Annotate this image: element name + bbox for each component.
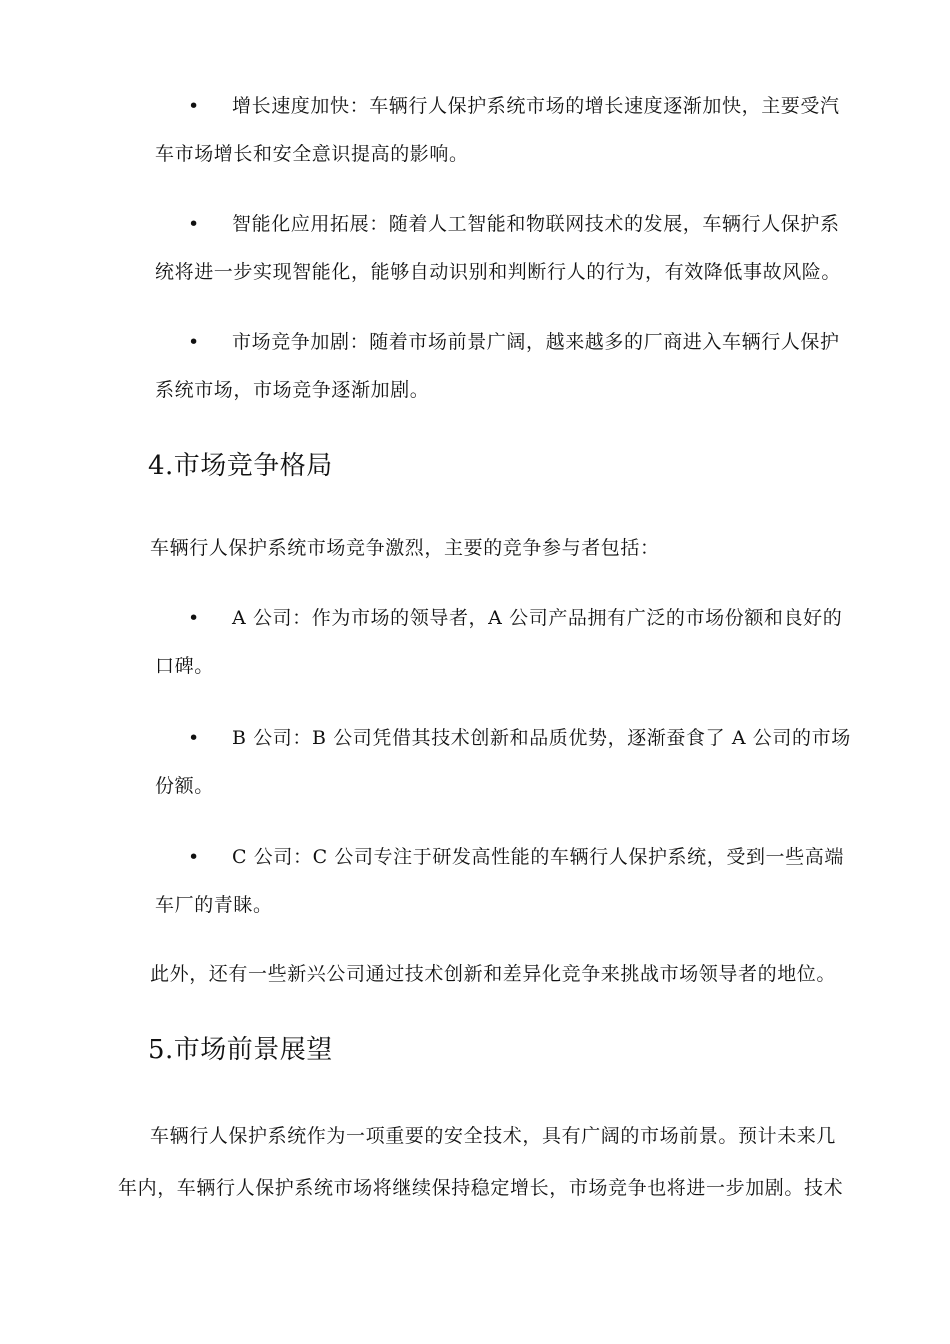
bullet-dot: • xyxy=(188,607,200,629)
bullet-dot: • xyxy=(188,846,200,868)
list-item xyxy=(150,594,843,690)
section-closing: 此外，还有一些新兴公司通过技术创新和差异化竞争来挑战市场领导者的地位。 xyxy=(150,963,837,985)
section-heading: 4.市场竞争格局 xyxy=(148,451,333,481)
section-heading: 5.市场前景展望 xyxy=(148,1035,333,1065)
list-item xyxy=(150,318,840,414)
bullet-dot: • xyxy=(188,213,200,235)
section-paragraph xyxy=(118,1110,844,1214)
list-item-text-line2: 车厂的青睐。 xyxy=(155,894,273,916)
list-item-text-line1: 市场竞争加剧：随着市场前景广阔，越来越多的厂商进入车辆行人保护 xyxy=(232,331,840,353)
list-item-text-line2: 份额。 xyxy=(155,775,214,797)
list-item-text-line2: 系统市场，市场竞争逐渐加剧。 xyxy=(155,379,430,401)
section-intro: 车辆行人保护系统市场竞争激烈，主要的竞争参与者包括： xyxy=(150,537,660,559)
list-item xyxy=(150,82,840,178)
list-item-text-line2: 统将进一步实现智能化，能够自动识别和判断行人的行为，有效降低事故风险。 xyxy=(155,261,842,283)
list-item-text-line1: 增长速度加快：车辆行人保护系统市场的增长速度逐渐加快，主要受汽 xyxy=(232,95,840,117)
paragraph-line: 车辆行人保护系统作为一项重要的安全技术，具有广阔的市场前景。预计未来几 xyxy=(150,1125,837,1147)
list-item-text-line2: 车市场增长和安全意识提高的影响。 xyxy=(155,143,469,165)
paragraph-line: 年内，车辆行人保护系统市场将继续保持稳定增长，市场竞争也将进一步加剧。技术 xyxy=(118,1177,844,1199)
bullet-dot: • xyxy=(188,331,200,353)
list-item xyxy=(150,833,844,929)
list-item xyxy=(150,200,842,296)
bullet-dot: • xyxy=(188,727,200,749)
list-item-text-line2: 口碑。 xyxy=(155,655,214,677)
bullet-dot: • xyxy=(188,95,200,117)
list-item xyxy=(150,714,851,810)
list-item-text-line1: B 公司：B 公司凭借其技术创新和品质优势，逐渐蚕食了 A 公司的市场 xyxy=(232,727,851,749)
list-item-text-line1: 智能化应用拓展：随着人工智能和物联网技术的发展，车辆行人保护系 xyxy=(232,213,840,235)
list-item-text-line1: C 公司：C 公司专注于研发高性能的车辆行人保护系统，受到一些高端 xyxy=(232,846,844,868)
list-item-text-line1: A 公司：作为市场的领导者，A 公司产品拥有广泛的市场份额和良好的 xyxy=(232,607,843,629)
